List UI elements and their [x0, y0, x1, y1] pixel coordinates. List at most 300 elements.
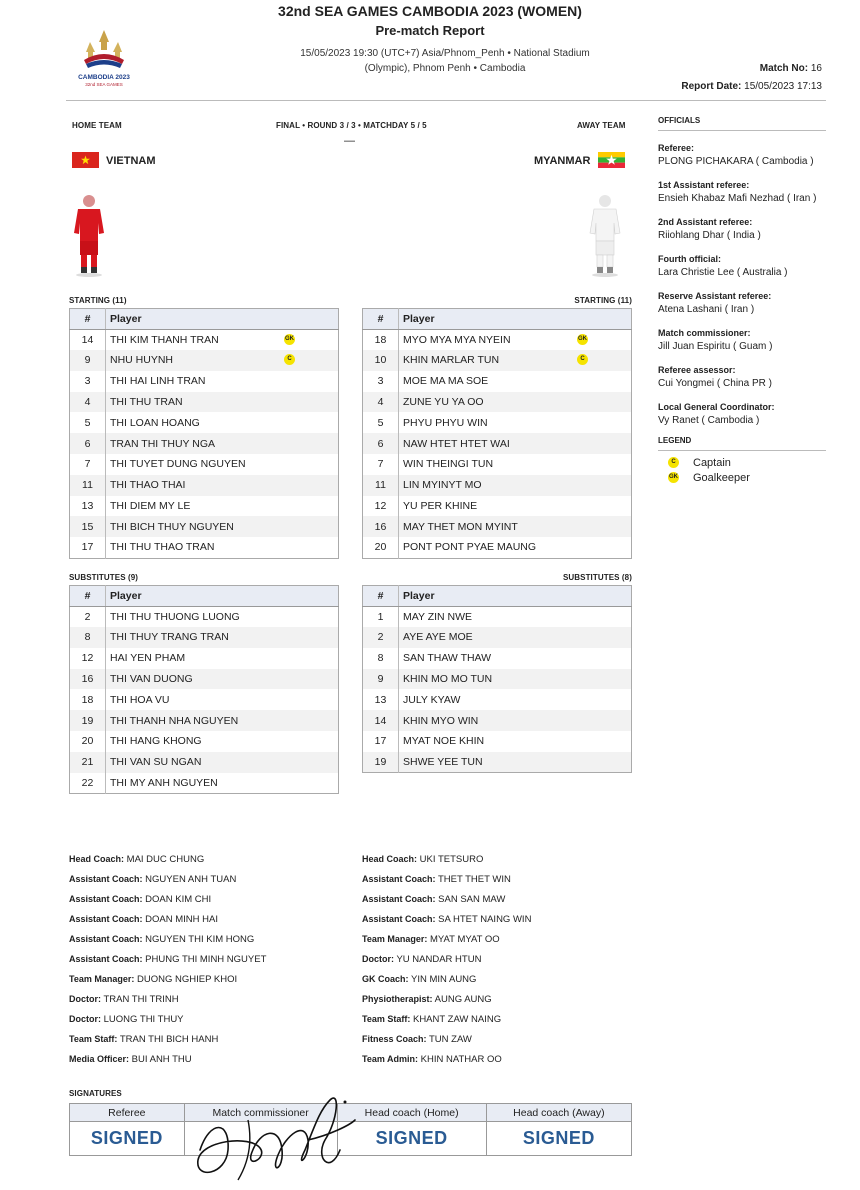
report-subtitle: Pre-match Report — [375, 23, 485, 38]
player-number: 17 — [70, 537, 106, 558]
staff-row — [362, 912, 642, 932]
official-item — [658, 363, 826, 391]
official-name: Riiohlang Dhar ( India ) — [658, 230, 761, 241]
player-number: 16 — [70, 669, 106, 690]
player-number: 19 — [363, 752, 399, 773]
staff-row — [362, 1052, 642, 1072]
official-name: Cui Yongmei ( China PR ) — [658, 378, 772, 389]
match-number: Match No: 16 — [759, 63, 822, 74]
staff-role: Doctor: — [362, 954, 394, 964]
official-item — [658, 289, 826, 317]
player-name-cell — [106, 669, 339, 690]
captain-badge-icon: C — [668, 457, 679, 468]
player-row — [70, 433, 339, 454]
staff-role: Head Coach: — [362, 854, 418, 864]
home-subs-label: SUBSTITUTES (9) — [69, 573, 139, 582]
player-number: 18 — [363, 329, 399, 350]
player-name: SAN THAW THAW — [403, 652, 492, 665]
player-name: THI THANH NHA NGUYEN — [110, 714, 239, 727]
legend-goalkeeper-label: Goalkeeper — [693, 471, 750, 484]
staff-row — [362, 992, 642, 1012]
official-role: Referee: — [658, 143, 695, 153]
player-name: THI KIM THANH TRAN — [110, 333, 219, 346]
player-name: YU PER KHINE — [403, 500, 478, 513]
player-name-cell — [106, 454, 339, 475]
staff-name: TRAN THI BICH HANH — [119, 1034, 219, 1045]
player-number: 1 — [363, 606, 399, 627]
player-name: MYO MYA MYA NYEIN — [403, 333, 511, 346]
official-role: Fourth official: — [658, 254, 721, 264]
player-row — [70, 475, 339, 496]
player-number: 2 — [70, 606, 106, 627]
player-name-cell — [106, 516, 339, 537]
player-row — [70, 371, 339, 392]
player-number: 14 — [70, 329, 106, 350]
goalkeeper-badge-icon: GK — [668, 472, 679, 483]
staff-name: KHANT ZAW NAING — [412, 1014, 502, 1025]
staff-name: NGUYEN ANH TUAN — [145, 874, 237, 885]
player-row — [70, 350, 339, 371]
player-number: 4 — [363, 392, 399, 413]
player-name: KHIN MARLAR TUN — [403, 354, 500, 367]
player-row — [70, 537, 339, 558]
official-item — [658, 215, 826, 243]
staff-name: SA HTET NAING WIN — [438, 914, 532, 925]
player-name-cell — [399, 433, 632, 454]
column-player: Player — [399, 309, 632, 330]
player-number: 12 — [70, 648, 106, 669]
staff-name: AUNG AUNG — [434, 994, 492, 1005]
staff-role: Doctor: — [69, 1014, 101, 1024]
home-starting-table — [69, 308, 339, 559]
player-row — [363, 329, 632, 350]
player-number: 15 — [70, 516, 106, 537]
vietnam-flag-icon — [72, 152, 99, 168]
staff-row — [362, 972, 642, 992]
logo-text-2: 32nd SEA GAMES — [85, 82, 123, 87]
official-role: Referee assessor: — [658, 365, 736, 375]
player-row — [363, 710, 632, 731]
round-info: FINAL • ROUND 3 / 3 • MATCHDAY 5 / 5 — [276, 121, 427, 130]
player-name-cell — [106, 433, 339, 454]
staff-role: Assistant Coach: — [362, 894, 436, 904]
staff-name: THET THET WIN — [438, 874, 511, 885]
player-name-cell — [399, 689, 632, 710]
table-header — [363, 309, 632, 330]
player-name-cell — [106, 412, 339, 433]
player-name-cell — [399, 329, 632, 350]
player-number: 14 — [363, 710, 399, 731]
legend-goalkeeper — [658, 470, 826, 485]
player-name-cell — [106, 371, 339, 392]
player-name-cell — [399, 496, 632, 517]
player-name: JULY KYAW — [403, 693, 461, 706]
player-number: 5 — [363, 412, 399, 433]
staff-role: Doctor: — [69, 994, 101, 1004]
player-number: 13 — [70, 496, 106, 517]
staff-name: NGUYEN THI KIM HONG — [145, 934, 255, 945]
player-name: THI THU THAO TRAN — [110, 541, 215, 554]
officials-panel — [658, 116, 826, 437]
captain-badge-icon: C — [284, 354, 295, 365]
player-row — [363, 433, 632, 454]
player-number: 17 — [363, 731, 399, 752]
staff-role: Assistant Coach: — [362, 874, 436, 884]
player-name-cell — [399, 731, 632, 752]
staff-name: LUONG THI THUY — [103, 1014, 184, 1025]
player-name: THI VAN DUONG — [110, 673, 193, 686]
player-row — [70, 752, 339, 773]
column-number: # — [70, 586, 106, 607]
player-name-cell — [399, 371, 632, 392]
player-name-cell — [106, 496, 339, 517]
official-role: Match commissioner: — [658, 328, 751, 338]
player-name: ZUNE YU YA OO — [403, 396, 484, 409]
official-role: Reserve Assistant referee: — [658, 291, 772, 301]
column-player: Player — [399, 586, 632, 607]
player-name-cell — [106, 689, 339, 710]
player-name: LIN MYINYT MO — [403, 479, 482, 492]
official-role: 2nd Assistant referee: — [658, 217, 753, 227]
player-number: 16 — [363, 516, 399, 537]
player-number: 13 — [363, 689, 399, 710]
myanmar-flag-icon — [598, 152, 625, 168]
staff-row — [69, 1052, 349, 1072]
player-number: 19 — [70, 710, 106, 731]
home-subs-table — [69, 585, 339, 794]
player-name: WIN THEINGI TUN — [403, 458, 494, 471]
player-name-cell — [399, 606, 632, 627]
staff-row — [362, 892, 642, 912]
official-name: Vy Ranet ( Cambodia ) — [658, 415, 760, 426]
player-number: 11 — [70, 475, 106, 496]
signatures-heading: SIGNATURES — [69, 1089, 122, 1098]
player-row — [70, 669, 339, 690]
staff-role: Assistant Coach: — [69, 954, 143, 964]
player-name-cell — [399, 350, 632, 371]
player-number: 20 — [70, 731, 106, 752]
player-name: THI HAI LINH TRAN — [110, 375, 206, 388]
away-staff-list — [362, 852, 642, 1072]
player-row — [363, 731, 632, 752]
player-name: PHYU PHYU WIN — [403, 416, 488, 429]
captain-badge-icon: C — [577, 354, 588, 365]
legend-heading: LEGEND — [658, 436, 826, 451]
official-name: Atena Lashani ( Iran ) — [658, 304, 755, 315]
staff-role: Team Admin: — [362, 1054, 419, 1064]
player-number: 8 — [70, 627, 106, 648]
staff-row — [69, 992, 349, 1012]
player-row — [363, 371, 632, 392]
player-number: 6 — [363, 433, 399, 454]
staff-name: TRAN THI TRINH — [103, 994, 179, 1005]
staff-role: Media Officer: — [69, 1054, 130, 1064]
player-name: NHU HUYNH — [110, 354, 173, 367]
staff-name: KHIN NATHAR OO — [420, 1054, 502, 1065]
player-name-cell — [106, 350, 339, 371]
official-item — [658, 178, 826, 206]
sig-col-commissioner: Match commissioner — [184, 1104, 337, 1122]
staff-row — [69, 892, 349, 912]
staff-row — [362, 872, 642, 892]
sig-head-coach-away: SIGNED — [486, 1122, 631, 1156]
player-number: 9 — [70, 350, 106, 371]
legend-captain — [658, 455, 826, 470]
player-row — [70, 392, 339, 413]
player-row — [363, 350, 632, 371]
table-header — [70, 309, 339, 330]
official-item — [658, 400, 826, 428]
staff-role: Fitness Coach: — [362, 1034, 427, 1044]
player-row — [363, 516, 632, 537]
player-row — [70, 773, 339, 794]
player-number: 18 — [70, 689, 106, 710]
player-number: 20 — [363, 537, 399, 558]
player-name-cell — [399, 710, 632, 731]
away-kit-icon — [586, 193, 624, 277]
player-name-cell — [399, 669, 632, 690]
player-row — [363, 752, 632, 773]
staff-role: Assistant Coach: — [362, 914, 436, 924]
sig-referee: SIGNED — [70, 1122, 185, 1156]
staff-row — [362, 852, 642, 872]
column-player: Player — [106, 309, 339, 330]
goalkeeper-badge-icon: GK — [284, 334, 295, 345]
home-starting-label: STARTING (11) — [69, 296, 127, 305]
player-name: THI THU TRAN — [110, 396, 183, 409]
staff-name: PHUNG THI MINH NGUYET — [145, 954, 267, 965]
player-number: 10 — [363, 350, 399, 371]
player-row — [363, 496, 632, 517]
player-number: 9 — [363, 669, 399, 690]
player-row — [70, 412, 339, 433]
match-info-line-1: 15/05/2023 19:30 (UTC+7) Asia/Phnom_Penh • National Stadium — [300, 48, 590, 59]
player-row — [363, 412, 632, 433]
away-starting-table — [362, 308, 632, 559]
player-number: 5 — [70, 412, 106, 433]
staff-role: Physiotherapist: — [362, 994, 433, 1004]
player-name-cell — [106, 329, 339, 350]
staff-name: DUONG NGHIEP KHOI — [137, 974, 238, 985]
staff-row — [69, 952, 349, 972]
player-row — [70, 496, 339, 517]
staff-name: BUI ANH THU — [131, 1054, 192, 1065]
player-name-cell — [399, 412, 632, 433]
player-row — [363, 689, 632, 710]
column-number: # — [363, 586, 399, 607]
score-placeholder: — — [344, 135, 355, 147]
player-name: THI LOAN HOANG — [110, 416, 200, 429]
player-name: THI HOA VU — [110, 693, 170, 706]
official-role: Local General Coordinator: — [658, 402, 775, 412]
player-row — [363, 627, 632, 648]
player-name-cell — [399, 752, 632, 773]
player-name-cell — [399, 627, 632, 648]
official-name: Ensieh Khabaz Mafi Nezhad ( Iran ) — [658, 193, 817, 204]
player-row — [70, 627, 339, 648]
player-number: 2 — [363, 627, 399, 648]
player-name: MYAT NOE KHIN — [403, 735, 485, 748]
player-name: TRAN THI THUY NGA — [110, 437, 216, 450]
staff-role: Team Manager: — [362, 934, 428, 944]
player-row — [70, 689, 339, 710]
staff-role: Team Staff: — [69, 1034, 118, 1044]
staff-row — [362, 952, 642, 972]
sig-col-head-coach-home: Head coach (Home) — [337, 1104, 486, 1122]
staff-name: MAI DUC CHUNG — [126, 854, 205, 865]
match-info-line-2: (Olympic), Phnom Penh • Cambodia — [364, 63, 526, 74]
player-row — [363, 669, 632, 690]
staff-row — [362, 1032, 642, 1052]
staff-name: YU NANDAR HTUN — [396, 954, 482, 965]
goalkeeper-badge-icon: GK — [577, 334, 588, 345]
player-name: MOE MA MA SOE — [403, 375, 489, 388]
player-name-cell — [106, 710, 339, 731]
staff-role: Assistant Coach: — [69, 894, 143, 904]
staff-role: Team Staff: — [362, 1014, 411, 1024]
player-name-cell — [106, 606, 339, 627]
player-name-cell — [106, 731, 339, 752]
player-row — [70, 710, 339, 731]
away-team-name: MYANMAR — [534, 155, 591, 167]
player-name: THI THAO THAI — [110, 479, 186, 492]
player-number: 12 — [363, 496, 399, 517]
staff-role: Assistant Coach: — [69, 914, 143, 924]
report-date: Report Date: 15/05/2023 17:13 — [681, 81, 822, 92]
column-player: Player — [106, 586, 339, 607]
player-name: THI THU THUONG LUONG — [110, 610, 240, 623]
staff-row — [69, 852, 349, 872]
player-number: 6 — [70, 433, 106, 454]
player-name: THI MY ANH NGUYEN — [110, 776, 218, 789]
player-row — [70, 606, 339, 627]
staff-role: Assistant Coach: — [69, 874, 143, 884]
player-number: 11 — [363, 475, 399, 496]
staff-row — [69, 1032, 349, 1052]
player-name-cell — [106, 752, 339, 773]
sig-head-coach-home: SIGNED — [337, 1122, 486, 1156]
player-name-cell — [399, 392, 632, 413]
player-name: SHWE YEE TUN — [403, 756, 483, 769]
player-name: NAW HTET HTET WAI — [403, 437, 510, 450]
player-name: AYE AYE MOE — [403, 631, 473, 644]
sig-col-head-coach-away: Head coach (Away) — [486, 1104, 631, 1122]
staff-name: YIN MIN AUNG — [410, 974, 477, 985]
player-name: HAI YEN PHAM — [110, 652, 186, 665]
player-name-cell — [106, 537, 339, 558]
staff-row — [362, 1012, 642, 1032]
staff-row — [69, 1012, 349, 1032]
player-name-cell — [399, 648, 632, 669]
player-row — [363, 537, 632, 558]
player-name-cell — [106, 392, 339, 413]
player-name: PONT PONT PYAE MAUNG — [403, 541, 537, 554]
player-name: KHIN MYO WIN — [403, 714, 479, 727]
staff-row — [69, 932, 349, 952]
player-name: THI VAN SU NGAN — [110, 756, 202, 769]
player-number: 22 — [70, 773, 106, 794]
away-team-label: AWAY TEAM — [577, 121, 626, 130]
official-item — [658, 141, 826, 169]
player-number: 7 — [363, 454, 399, 475]
player-name: THI DIEM MY LE — [110, 500, 191, 513]
player-row — [70, 648, 339, 669]
home-team-name: VIETNAM — [106, 155, 156, 167]
header-divider — [66, 100, 826, 101]
away-subs-label: SUBSTITUTES (8) — [562, 573, 632, 582]
match-info — [290, 46, 600, 76]
staff-name: TUN ZAW — [428, 1034, 472, 1045]
player-name: THI TUYET DUNG NGUYEN — [110, 458, 246, 471]
player-number: 8 — [363, 648, 399, 669]
home-staff-list — [69, 852, 349, 1072]
player-row — [363, 475, 632, 496]
staff-row — [69, 972, 349, 992]
staff-name: UKI TETSURO — [419, 854, 484, 865]
staff-role: Team Manager: — [69, 974, 135, 984]
staff-name: MYAT MYAT OO — [430, 934, 500, 945]
player-name-cell — [106, 475, 339, 496]
staff-row — [362, 932, 642, 952]
player-name-cell — [399, 516, 632, 537]
player-name: THI BICH THUY NGUYEN — [110, 520, 234, 533]
player-name: MAY THET MON MYINT — [403, 520, 518, 533]
player-number: 3 — [70, 371, 106, 392]
home-kit-icon — [70, 193, 108, 277]
legend-panel — [658, 436, 826, 485]
handwritten-signature-icon — [190, 1080, 360, 1185]
player-row — [70, 329, 339, 350]
player-name: THI THUY TRANG TRAN — [110, 631, 229, 644]
player-name-cell — [399, 454, 632, 475]
official-name: PLONG PICHAKARA ( Cambodia ) — [658, 156, 814, 167]
staff-name: SAN SAN MAW — [438, 894, 506, 905]
player-name: THI HANG KHONG — [110, 735, 202, 748]
column-number: # — [363, 309, 399, 330]
player-number: 4 — [70, 392, 106, 413]
away-subs-table — [362, 585, 632, 773]
player-name-cell — [106, 648, 339, 669]
table-header — [70, 586, 339, 607]
staff-row — [69, 912, 349, 932]
player-name: KHIN MO MO TUN — [403, 673, 493, 686]
away-starting-label: STARTING (11) — [574, 296, 632, 305]
table-header — [363, 586, 632, 607]
player-number: 3 — [363, 371, 399, 392]
player-name-cell — [106, 773, 339, 794]
player-number: 21 — [70, 752, 106, 773]
staff-name: DOAN KIM CHI — [145, 894, 212, 905]
staff-role: Head Coach: — [69, 854, 125, 864]
player-row — [363, 606, 632, 627]
official-item — [658, 326, 826, 354]
staff-role: GK Coach: — [362, 974, 409, 984]
report-title: 32nd SEA GAMES CAMBODIA 2023 (WOMEN) — [278, 3, 582, 19]
player-row — [70, 516, 339, 537]
logo-text-1: CAMBODIA 2023 — [78, 74, 130, 81]
officials-heading: OFFICIALS — [658, 116, 826, 131]
sea-games-logo — [78, 28, 130, 90]
player-row — [363, 454, 632, 475]
staff-row — [69, 872, 349, 892]
player-name-cell — [399, 475, 632, 496]
player-name-cell — [106, 627, 339, 648]
official-name: Jill Juan Espiritu ( Guam ) — [658, 341, 773, 352]
player-row — [70, 454, 339, 475]
staff-name: DOAN MINH HAI — [145, 914, 219, 925]
legend-captain-label: Captain — [693, 456, 731, 469]
official-role: 1st Assistant referee: — [658, 180, 750, 190]
